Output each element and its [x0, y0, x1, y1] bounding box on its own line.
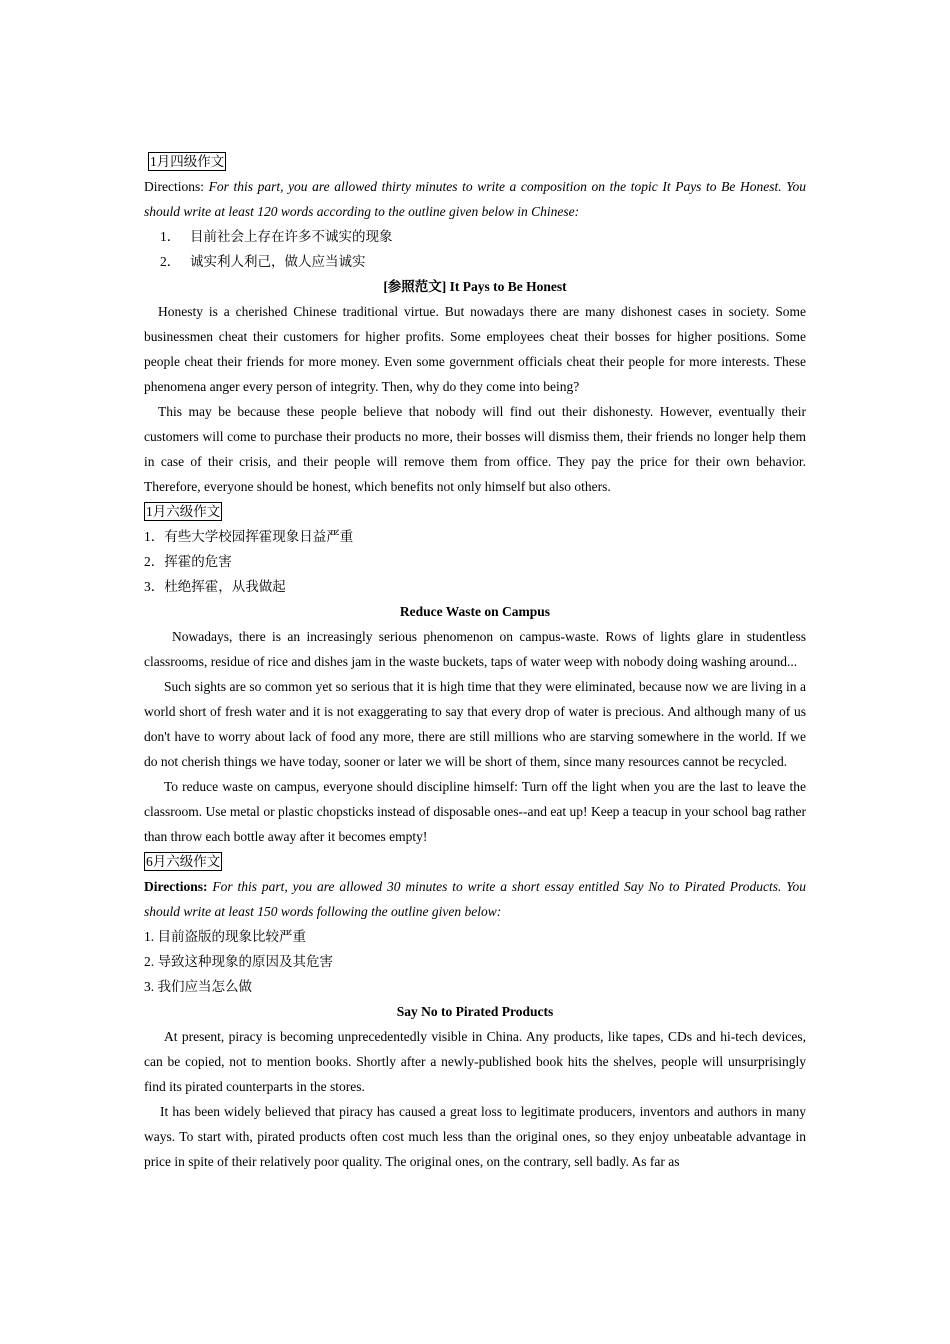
- section3-directions-text: For this part, you are allowed 30 minutes to write a short essay entitled Say No to Pirated Products. You should write at least 150 words following the outline given below:: [144, 879, 807, 919]
- section3-outline-item-1: 1. 目前盗版的现象比较严重: [144, 929, 306, 944]
- section2-outline-item-2: 2．挥霍的危害: [144, 554, 232, 569]
- section3-essay-title: Say No to Pirated Products: [396, 1004, 554, 1019]
- section1-directions-label: Directions:: [144, 179, 204, 194]
- section3-paragraph-2: It has been widely believed that piracy has caused a great loss to legitimate producers, inventors and authors in many ways. To start with, pirated products often cost much less than the original ones, so they enjoy unbeatable advantage in price in spite of their relatively poor quality. The original ones, on the contrary, sell badly. As far as: [144, 1104, 806, 1169]
- section1-outline-item-2: 2． 诚实利人利己，做人应当诚实: [160, 254, 366, 269]
- section1-outline-item-1: 1． 目前社会上存在许多不诚实的现象: [160, 229, 393, 244]
- section3-outline-item-3: 3. 我们应当怎么做: [144, 979, 252, 994]
- section3-directions: [144, 874, 806, 924]
- section3-paragraph-1: At present, piracy is becoming unprecedentedly visible in China. Any products, like tapes, CDs and hi-tech devices, can be copied, not to mention books. Shortly after a newly-published book hits the shelves, people will unsurprisingly find its pirated counterparts in the stores.: [144, 1029, 806, 1094]
- section2-paragraph-3: To reduce waste on campus, everyone should discipline himself: Turn off the light when you are the last to leave the classroom. Use metal or plastic chopsticks instead of disposable ones--and eat up! Keep a teacup in your school bag rather than throw each bottle away after it becomes empty!: [144, 779, 806, 844]
- section3-directions-label: Directions:: [144, 879, 208, 894]
- section1-heading-row: [144, 149, 806, 174]
- section2-essay-title: Reduce Waste on Campus: [399, 604, 551, 619]
- document-page: [144, 149, 806, 1174]
- section2-heading: 1月六级作文: [146, 504, 221, 519]
- section2-outline-item-3: 3．杜绝挥霍，从我做起: [144, 579, 286, 594]
- section3-outline-item-2: 2. 导致这种现象的原因及其危害: [144, 954, 333, 969]
- section3-heading: 6月六级作文: [146, 854, 221, 869]
- section2-heading-row: [144, 499, 806, 524]
- section1-directions: [144, 174, 806, 224]
- section1-paragraph-2: This may be because these people believe that nobody will find out their dishonesty. However, eventually their customers will come to purchase their products no more, their bosses will dismiss them, their friends no longer help them in case of their crisis, and their people will remove them from office. They pay the price for their own behavior. Therefore, everyone should be honest, which benefits not only himself but also others.: [144, 404, 806, 494]
- section1-directions-text: For this part, you are allowed thirty minutes to write a composition on the topic It Pays to Be Honest. You should write at least 120 words according to the outline given below in Chinese:: [144, 179, 806, 219]
- section2-paragraph-1: Nowadays, there is an increasingly serious phenomenon on campus-waste. Rows of lights glare in studentless classrooms, residue of rice and dishes jam in the waste buckets, taps of water weep with nobody doing washing around...: [144, 629, 806, 669]
- section1-paragraph-1: Honesty is a cherished Chinese traditional virtue. But nowadays there are many dishonest cases in society. Some businessmen cheat their customers for higher profits. Some employees cheat their bosses for higher positions. Some people cheat their friends for more money. Even some government officials cheat their people for more interests. These phenomena anger every person of integrity. Then, why do they come into being?: [144, 304, 806, 394]
- section2-paragraph-2: Such sights are so common yet so serious that it is high time that they were eliminated, because now we are living in a world short of fresh water and it is not exaggerating to say that every drop of water is precious. And although many of us don't have to worry about lack of food any more, there are still millions who are starving somewhere in the world. If we do not cherish things we have today, sooner or later we will be short of them, since many resources cannot be recycled.: [144, 679, 806, 769]
- section1-heading: 1月四级作文: [150, 154, 225, 169]
- section1-essay-title: [参照范文] It Pays to Be Honest: [383, 279, 567, 294]
- section2-outline-item-1: 1．有些大学校园挥霍现象日益严重: [144, 529, 354, 544]
- section3-heading-row: [144, 849, 806, 874]
